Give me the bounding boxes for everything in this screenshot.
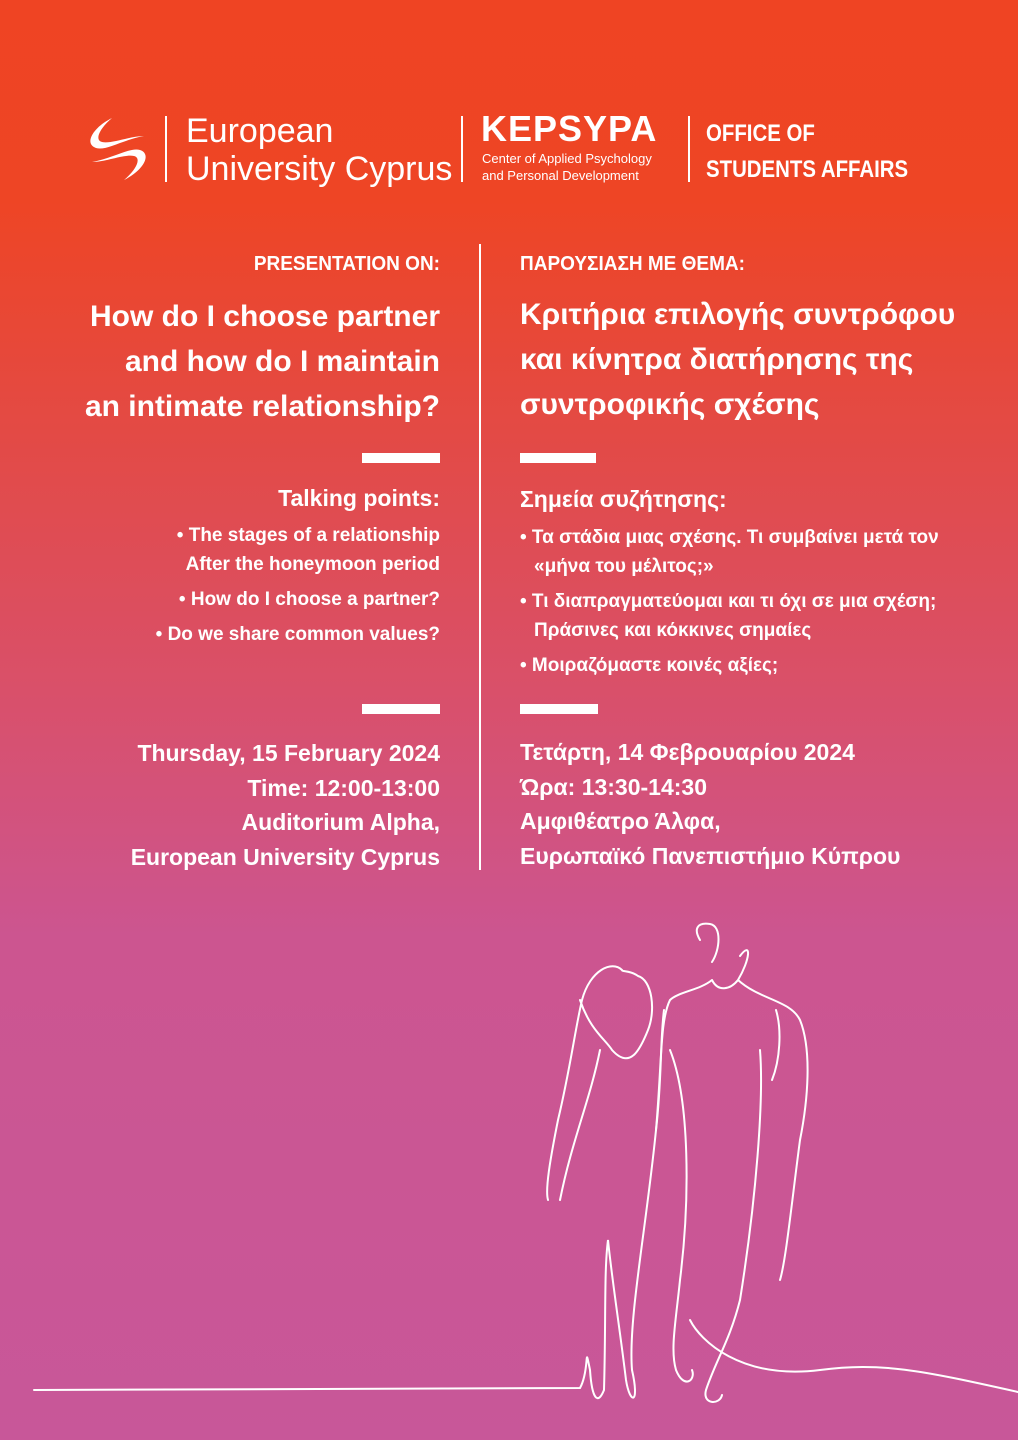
list-item: • The stages of a relationship — [176, 525, 440, 546]
eu-university: University — [186, 150, 336, 188]
talking-points-heading: Talking points: — [278, 485, 440, 511]
list-item: • Μοιραζόμαστε κοινές αξίες; — [520, 655, 779, 676]
presentation-title-greek — [520, 292, 990, 427]
title-line: και κίνητρα διατήρησης της — [520, 343, 914, 376]
couple-line-illustration — [0, 900, 1018, 1440]
list-item: Πράσινες και κόκκινες σημαίες — [534, 620, 812, 641]
event-time: Ώρα: 13:30-14:30 — [520, 773, 707, 800]
event-time: Time: 12:00-13:00 — [247, 774, 440, 801]
logo-divider — [165, 116, 167, 182]
event-date: Thursday, 15 February 2024 — [137, 740, 440, 766]
title-line: Κριτήρια επιλογής συντρόφου — [520, 298, 956, 331]
logo-divider — [461, 116, 463, 182]
presentation-label: PRESENTATION ON: — [253, 253, 440, 276]
title-line: an intimate relationship? — [84, 390, 440, 423]
list-item: • Τα στάδια μιας σχέσης. Τι συμβαίνει μετά τον — [520, 527, 939, 548]
section-bar — [362, 704, 440, 714]
event-venue: Auditorium Alpha, — [241, 809, 440, 835]
list-item: • Τι διαπραγματεύομαι και τι όχι σε μια σχέση; — [520, 591, 937, 612]
kepsypa-subtitle — [482, 150, 652, 184]
title-line: and how do I maintain — [125, 345, 440, 378]
section-bar — [520, 704, 598, 714]
office-students-affairs — [706, 116, 908, 188]
event-info-greek — [520, 735, 990, 873]
event-institution: European University Cyprus — [130, 843, 440, 870]
talking-points-list-greek — [520, 523, 990, 680]
event-info — [40, 736, 440, 874]
event-venue: Αμφιθέατρο Άλφα, — [520, 808, 721, 834]
list-item: • How do I choose a partner? — [178, 589, 440, 610]
section-bar — [520, 453, 596, 463]
eu-name-line1: European — [186, 112, 334, 150]
logo-divider — [688, 116, 690, 182]
presentation-title — [40, 294, 440, 429]
talking-points-list — [40, 521, 440, 649]
title-line: How do I choose partner — [89, 300, 440, 333]
column-divider — [479, 244, 481, 870]
list-item: After the honeymoon period — [185, 554, 440, 575]
eu-logo-icon — [82, 114, 154, 184]
office-line2: STUDENTS AFFAIRS — [706, 156, 909, 183]
kepsypa-sub2: and Personal Development — [482, 168, 639, 183]
list-item: «μήνα του μέλιτος;» — [534, 556, 714, 577]
section-bar — [362, 453, 440, 463]
event-institution: Ευρωπαϊκό Πανεπιστήμιο Κύπρου — [520, 842, 901, 869]
talking-points-heading-greek: Σημεία συζήτησης: — [520, 486, 727, 512]
office-line1: OFFICE OF — [706, 120, 815, 147]
event-date: Τετάρτη, 14 Φεβρουαρίου 2024 — [520, 739, 855, 765]
kepsypa-logo: KEPSYPA — [481, 108, 658, 149]
title-line: συντροφικής σχέσης — [520, 388, 820, 421]
presentation-label-greek: ΠΑΡΟΥΣΙΑΣΗ ΜΕ ΘΕΜΑ: — [520, 253, 745, 276]
kepsypa-sub1: Center of Applied Psychology — [482, 151, 652, 166]
eu-cyprus: Cyprus — [344, 150, 453, 188]
eu-name-line2 — [186, 150, 452, 188]
list-item: • Do we share common values? — [155, 624, 440, 645]
